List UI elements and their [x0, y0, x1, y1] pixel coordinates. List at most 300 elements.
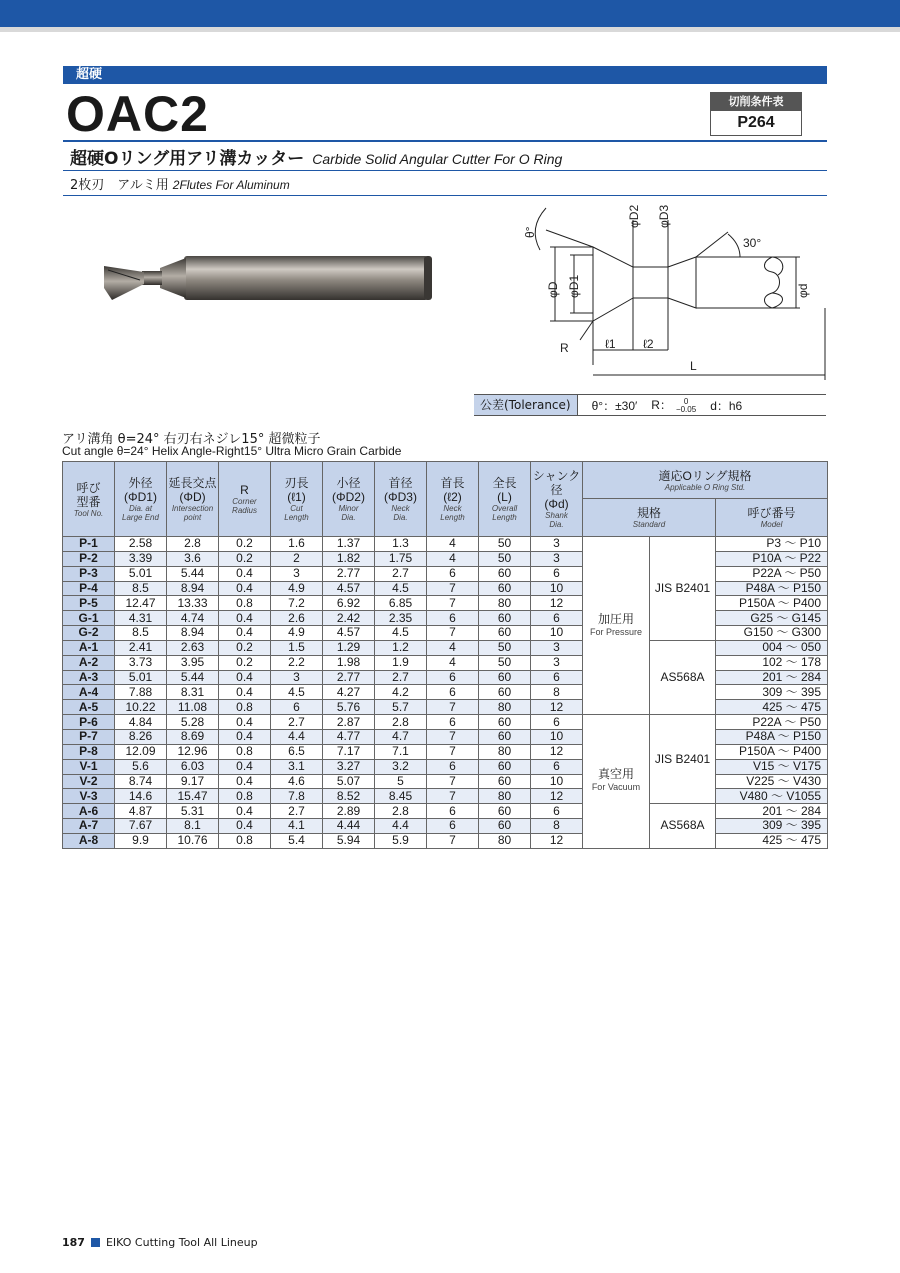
- standard-header: [583, 499, 716, 537]
- oring-std-header: [583, 462, 828, 499]
- value-cell: 5.7: [375, 700, 427, 715]
- value-cell: 0.4: [219, 774, 271, 789]
- spec-jp: アリ溝角 θ=24° 右刃右ネジレ15° 超微粒子: [62, 432, 321, 447]
- value-cell: 8.5: [115, 626, 167, 641]
- value-cell: 7.67: [115, 819, 167, 834]
- value-cell: 3: [531, 640, 583, 655]
- value-cell: 3: [271, 670, 323, 685]
- column-header: [63, 462, 115, 537]
- value-cell: 4.87: [115, 804, 167, 819]
- usage-group-jp: 真空用: [597, 767, 634, 782]
- value-cell: 6: [531, 670, 583, 685]
- value-cell: 2.7: [375, 670, 427, 685]
- value-cell: 7.2: [271, 596, 323, 611]
- value-cell: 0.4: [219, 566, 271, 581]
- value-cell: 10: [531, 729, 583, 744]
- value-cell: 5.28: [167, 715, 219, 730]
- value-cell: 60: [479, 715, 531, 730]
- label-theta: θ°: [523, 226, 537, 238]
- value-cell: 60: [479, 729, 531, 744]
- value-cell: 2.8: [375, 715, 427, 730]
- tolerance-r: [637, 396, 696, 414]
- value-cell: 10.22: [115, 700, 167, 715]
- value-cell: 80: [479, 744, 531, 759]
- value-cell: 4.5: [271, 685, 323, 700]
- value-cell: 12: [531, 700, 583, 715]
- product-subtitle: [70, 174, 290, 193]
- value-cell: 8.94: [167, 581, 219, 596]
- model-range-cell: P150A 〜 P400: [716, 744, 828, 759]
- column-header-en: Neck Dia.: [391, 504, 410, 522]
- value-cell: 5: [375, 774, 427, 789]
- value-cell: 6.92: [323, 596, 375, 611]
- value-cell: 8.26: [115, 729, 167, 744]
- table-row: [63, 804, 828, 819]
- column-header-en: Minor Dia.: [338, 504, 359, 522]
- ref-label: 切削条件表: [711, 93, 801, 111]
- model-range-cell: P3 〜 P10: [716, 537, 828, 552]
- value-cell: 2.35: [375, 611, 427, 626]
- title-rule: [63, 140, 827, 142]
- value-cell: 0.4: [219, 581, 271, 596]
- column-header-jp: 外径 (ΦD1): [124, 476, 157, 504]
- value-cell: 4.57: [323, 581, 375, 596]
- column-header-jp: R: [240, 483, 249, 497]
- value-cell: 60: [479, 804, 531, 819]
- usage-group-cell: [583, 537, 650, 715]
- model-range-cell: G25 〜 G145: [716, 611, 828, 626]
- column-header: [219, 462, 271, 537]
- model-range-cell: P150A 〜 P400: [716, 596, 828, 611]
- column-header: [427, 462, 479, 537]
- value-cell: 60: [479, 581, 531, 596]
- tool-no-cell: A-7: [63, 819, 115, 834]
- value-cell: 2.77: [323, 566, 375, 581]
- value-cell: 3.27: [323, 759, 375, 774]
- footer-text: EIKO Cutting Tool All Lineup: [105, 1236, 258, 1249]
- model-title: OAC2: [66, 86, 209, 142]
- model-header: [716, 499, 828, 537]
- standard-cell: AS568A: [650, 640, 716, 714]
- column-header: [115, 462, 167, 537]
- value-cell: 7.88: [115, 685, 167, 700]
- value-cell: 7.8: [271, 789, 323, 804]
- model-header-en: Model: [760, 520, 783, 529]
- value-cell: 2.41: [115, 640, 167, 655]
- model-range-cell: V480 〜 V1055: [716, 789, 828, 804]
- value-cell: 3.2: [375, 759, 427, 774]
- model-range-cell: P48A 〜 P150: [716, 581, 828, 596]
- value-cell: 80: [479, 789, 531, 804]
- column-header-jp: 延長交点 (ΦD): [168, 476, 217, 504]
- model-range-cell: 201 〜 284: [716, 804, 828, 819]
- value-cell: 6: [427, 566, 479, 581]
- value-cell: 4.2: [375, 685, 427, 700]
- value-cell: 15.47: [167, 789, 219, 804]
- cutter-photo: [60, 218, 445, 328]
- label-d1: φD1: [567, 274, 581, 298]
- value-cell: 3.39: [115, 551, 167, 566]
- tolerance-r-label: R：: [651, 398, 672, 413]
- value-cell: 0.4: [219, 670, 271, 685]
- value-cell: 8: [531, 685, 583, 700]
- tolerance-d: d：h6: [710, 398, 743, 413]
- value-cell: 3: [531, 551, 583, 566]
- value-cell: 8.69: [167, 729, 219, 744]
- value-cell: 8.74: [115, 774, 167, 789]
- value-cell: 5.01: [115, 670, 167, 685]
- tool-no-cell: V-3: [63, 789, 115, 804]
- value-cell: 5.01: [115, 566, 167, 581]
- value-cell: 2.63: [167, 640, 219, 655]
- value-cell: 80: [479, 596, 531, 611]
- column-header-en: Overall Length: [491, 504, 518, 522]
- value-cell: 6: [427, 611, 479, 626]
- value-cell: 60: [479, 819, 531, 834]
- value-cell: 14.6: [115, 789, 167, 804]
- value-cell: 0.4: [219, 819, 271, 834]
- value-cell: 0.8: [219, 833, 271, 848]
- value-cell: 2.87: [323, 715, 375, 730]
- value-cell: 0.8: [219, 700, 271, 715]
- label-angle30: 30°: [743, 236, 762, 250]
- column-header-jp: 全長 (L): [492, 476, 517, 504]
- value-cell: 10: [531, 774, 583, 789]
- value-cell: 9.9: [115, 833, 167, 848]
- standard-cell: JIS B2401: [650, 537, 716, 641]
- value-cell: 8.94: [167, 626, 219, 641]
- column-header: [167, 462, 219, 537]
- model-range-cell: P48A 〜 P150: [716, 729, 828, 744]
- tool-no-cell: P-3: [63, 566, 115, 581]
- label-shank: φd: [796, 283, 810, 298]
- value-cell: 60: [479, 626, 531, 641]
- tool-no-cell: A-4: [63, 685, 115, 700]
- value-cell: 6: [531, 715, 583, 730]
- value-cell: 7: [427, 789, 479, 804]
- column-header: [323, 462, 375, 537]
- value-cell: 2.8: [375, 804, 427, 819]
- value-cell: 60: [479, 759, 531, 774]
- value-cell: 12: [531, 833, 583, 848]
- column-header: [479, 462, 531, 537]
- value-cell: 5.4: [271, 833, 323, 848]
- model-range-cell: 425 〜 475: [716, 700, 828, 715]
- oring-std-header-jp: 適応Oリング規格: [658, 468, 752, 483]
- value-cell: 5.07: [323, 774, 375, 789]
- value-cell: 6.03: [167, 759, 219, 774]
- value-cell: 2.7: [375, 566, 427, 581]
- value-cell: 4.7: [375, 729, 427, 744]
- value-cell: 50: [479, 551, 531, 566]
- label-r: R: [560, 341, 569, 355]
- model-range-cell: 004 〜 050: [716, 640, 828, 655]
- value-cell: 0.2: [219, 537, 271, 552]
- tolerance-theta: θ°：±30′: [591, 398, 638, 413]
- value-cell: 0.4: [219, 759, 271, 774]
- value-cell: 0.4: [219, 804, 271, 819]
- value-cell: 8.45: [375, 789, 427, 804]
- tool-no-cell: V-2: [63, 774, 115, 789]
- value-cell: 50: [479, 640, 531, 655]
- value-cell: 2.6: [271, 611, 323, 626]
- value-cell: 4.27: [323, 685, 375, 700]
- table-row: [63, 715, 828, 730]
- page-number: 187: [62, 1236, 85, 1249]
- value-cell: 7: [427, 626, 479, 641]
- value-cell: 4.44: [323, 819, 375, 834]
- value-cell: 6: [427, 804, 479, 819]
- product-title: [70, 144, 562, 169]
- value-cell: 60: [479, 670, 531, 685]
- model-range-cell: P22A 〜 P50: [716, 715, 828, 730]
- category-label: 超硬: [76, 67, 103, 82]
- tool-no-cell: G-2: [63, 626, 115, 641]
- value-cell: 5.31: [167, 804, 219, 819]
- value-cell: 2.42: [323, 611, 375, 626]
- table-row: [63, 640, 828, 655]
- value-cell: 0.8: [219, 596, 271, 611]
- tolerance-r-upper: 0: [683, 396, 689, 406]
- value-cell: 6: [427, 715, 479, 730]
- value-cell: 3.6: [167, 551, 219, 566]
- value-cell: 12.09: [115, 744, 167, 759]
- value-cell: 6: [531, 759, 583, 774]
- model-range-cell: 425 〜 475: [716, 833, 828, 848]
- value-cell: 4.74: [167, 611, 219, 626]
- tool-no-cell: V-1: [63, 759, 115, 774]
- column-header-en: Corner Radius: [232, 497, 257, 515]
- value-cell: 1.5: [271, 640, 323, 655]
- value-cell: 7.17: [323, 744, 375, 759]
- value-cell: 50: [479, 655, 531, 670]
- label-d2: φD2: [627, 204, 641, 228]
- value-cell: 6.85: [375, 596, 427, 611]
- value-cell: 12: [531, 596, 583, 611]
- tool-no-cell: P-4: [63, 581, 115, 596]
- value-cell: 6: [427, 819, 479, 834]
- column-header-en: Cut Length: [284, 504, 309, 522]
- value-cell: 4.5: [375, 626, 427, 641]
- product-title-en: Carbide Solid Angular Cutter For O Ring: [312, 151, 563, 167]
- value-cell: 0.4: [219, 611, 271, 626]
- value-cell: 8.52: [323, 789, 375, 804]
- value-cell: 1.98: [323, 655, 375, 670]
- value-cell: 7: [427, 774, 479, 789]
- label-d3: φD3: [657, 204, 671, 228]
- value-cell: 4: [427, 640, 479, 655]
- model-header-jp: 呼び番号: [747, 506, 796, 520]
- value-cell: 4.31: [115, 611, 167, 626]
- tool-no-cell: A-2: [63, 655, 115, 670]
- column-header: [531, 462, 583, 537]
- value-cell: 2.8: [167, 537, 219, 552]
- value-cell: 4.57: [323, 626, 375, 641]
- subtitle-jp: 2枚刃 アルミ用: [70, 178, 169, 193]
- value-cell: 10: [531, 581, 583, 596]
- label-l2: ℓ2: [643, 337, 654, 351]
- table-row: [63, 537, 828, 552]
- value-cell: 8.5: [115, 581, 167, 596]
- column-header-jp: 首長 (ℓ2): [440, 476, 465, 504]
- model-range-cell: V15 〜 V175: [716, 759, 828, 774]
- subtitle-en: 2Flutes For Aluminum: [172, 178, 290, 192]
- usage-group-jp: 加圧用: [597, 611, 634, 626]
- value-cell: 80: [479, 700, 531, 715]
- model-range-cell: 309 〜 395: [716, 819, 828, 834]
- usage-group-en: For Pressure: [589, 626, 642, 637]
- tool-no-cell: P-7: [63, 729, 115, 744]
- value-cell: 6: [427, 685, 479, 700]
- value-cell: 1.29: [323, 640, 375, 655]
- value-cell: 5.6: [115, 759, 167, 774]
- cutting-conditions-ref[interactable]: [710, 92, 802, 136]
- value-cell: 5.44: [167, 566, 219, 581]
- subtitle-rule-bottom: [63, 195, 827, 196]
- tolerance-r-lower: −0.05: [675, 404, 697, 414]
- value-cell: 7: [427, 700, 479, 715]
- value-cell: 8: [531, 819, 583, 834]
- oring-std-header-en: Applicable O Ring Std.: [664, 482, 746, 492]
- value-cell: 5.44: [167, 670, 219, 685]
- value-cell: 7: [427, 596, 479, 611]
- value-cell: 2.58: [115, 537, 167, 552]
- value-cell: 60: [479, 685, 531, 700]
- value-cell: 0.2: [219, 655, 271, 670]
- value-cell: 0.2: [219, 640, 271, 655]
- value-cell: 1.37: [323, 537, 375, 552]
- value-cell: 4.4: [271, 729, 323, 744]
- value-cell: 1.3: [375, 537, 427, 552]
- column-header: [271, 462, 323, 537]
- value-cell: 50: [479, 537, 531, 552]
- value-cell: 7: [427, 833, 479, 848]
- tool-no-cell: P-8: [63, 744, 115, 759]
- subtitle-rule-top: [63, 170, 827, 171]
- column-header-en: Neck Length: [440, 504, 465, 522]
- spec-table: [62, 461, 828, 849]
- label-d: φD: [546, 281, 560, 298]
- column-header-jp: 小径 (ΦD2): [332, 476, 365, 504]
- value-cell: 0.4: [219, 685, 271, 700]
- standard-header-en: Standard: [632, 520, 666, 529]
- value-cell: 1.82: [323, 551, 375, 566]
- model-range-cell: P22A 〜 P50: [716, 566, 828, 581]
- value-cell: 60: [479, 566, 531, 581]
- value-cell: 0.4: [219, 715, 271, 730]
- model-range-cell: G150 〜 G300: [716, 626, 828, 641]
- standard-header-jp: 規格: [636, 506, 661, 520]
- standard-cell: AS568A: [650, 804, 716, 849]
- value-cell: 6: [427, 670, 479, 685]
- value-cell: 8.1: [167, 819, 219, 834]
- value-cell: 4.84: [115, 715, 167, 730]
- column-header-jp: 首径 (ΦD3): [384, 476, 417, 504]
- value-cell: 13.33: [167, 596, 219, 611]
- value-cell: 3: [271, 566, 323, 581]
- page-footer: [62, 1236, 258, 1249]
- ref-page: P264: [737, 114, 775, 131]
- value-cell: 12: [531, 789, 583, 804]
- tool-no-cell: A-8: [63, 833, 115, 848]
- model-range-cell: 201 〜 284: [716, 670, 828, 685]
- footer-square-icon: [91, 1238, 100, 1247]
- table-header: [63, 462, 828, 537]
- tool-no-cell: A-5: [63, 700, 115, 715]
- value-cell: 1.6: [271, 537, 323, 552]
- value-cell: 11.08: [167, 700, 219, 715]
- tool-no-cell: A-1: [63, 640, 115, 655]
- value-cell: 6.5: [271, 744, 323, 759]
- value-cell: 4.5: [375, 581, 427, 596]
- tool-no-cell: P-5: [63, 596, 115, 611]
- value-cell: 6: [531, 611, 583, 626]
- value-cell: 60: [479, 611, 531, 626]
- tool-no-cell: P-6: [63, 715, 115, 730]
- model-range-cell: V225 〜 V430: [716, 774, 828, 789]
- value-cell: 12.47: [115, 596, 167, 611]
- value-cell: 4: [427, 551, 479, 566]
- value-cell: 4: [427, 655, 479, 670]
- model-range-cell: 102 〜 178: [716, 655, 828, 670]
- value-cell: 1.75: [375, 551, 427, 566]
- column-header-jp: シャンク径 (Φd): [532, 469, 581, 511]
- label-l1: ℓ1: [605, 337, 616, 351]
- value-cell: 6: [271, 700, 323, 715]
- tolerance-label: 公差(Tolerance): [474, 395, 578, 415]
- tool-no-cell: G-1: [63, 611, 115, 626]
- value-cell: 5.76: [323, 700, 375, 715]
- value-cell: 8.31: [167, 685, 219, 700]
- value-cell: 4.6: [271, 774, 323, 789]
- standard-cell: JIS B2401: [650, 715, 716, 804]
- value-cell: 7: [427, 729, 479, 744]
- value-cell: 12.96: [167, 744, 219, 759]
- tool-no-cell: A-3: [63, 670, 115, 685]
- value-cell: 3: [531, 655, 583, 670]
- value-cell: 0.4: [219, 626, 271, 641]
- value-cell: 80: [479, 833, 531, 848]
- value-cell: 5.9: [375, 833, 427, 848]
- value-cell: 2.7: [271, 715, 323, 730]
- cutter-dimension-diagram: [500, 200, 830, 385]
- top-bar: [0, 0, 900, 27]
- value-cell: 7: [427, 581, 479, 596]
- value-cell: 4: [427, 537, 479, 552]
- value-cell: 10: [531, 626, 583, 641]
- model-range-cell: 309 〜 395: [716, 685, 828, 700]
- value-cell: 60: [479, 774, 531, 789]
- tolerance-bar: [474, 394, 826, 416]
- model-range-cell: P10A 〜 P22: [716, 551, 828, 566]
- spec-en: Cut angle θ=24° Helix Angle-Right15° Ultra Micro Grain Carbide: [62, 444, 402, 458]
- product-title-jp: 超硬Oリング用アリ溝カッター: [70, 149, 305, 169]
- value-cell: 1.2: [375, 640, 427, 655]
- top-bar-shadow: [0, 27, 900, 32]
- usage-group-en: For Vacuum: [591, 782, 641, 793]
- value-cell: 0.8: [219, 789, 271, 804]
- value-cell: 7: [427, 744, 479, 759]
- tool-no-cell: P-2: [63, 551, 115, 566]
- value-cell: 3: [531, 537, 583, 552]
- tool-no-cell: A-6: [63, 804, 115, 819]
- value-cell: 4.1: [271, 819, 323, 834]
- value-cell: 5.94: [323, 833, 375, 848]
- value-cell: 9.17: [167, 774, 219, 789]
- value-cell: 4.77: [323, 729, 375, 744]
- column-header-en: Shank Dia.: [545, 511, 568, 529]
- value-cell: 4.4: [375, 819, 427, 834]
